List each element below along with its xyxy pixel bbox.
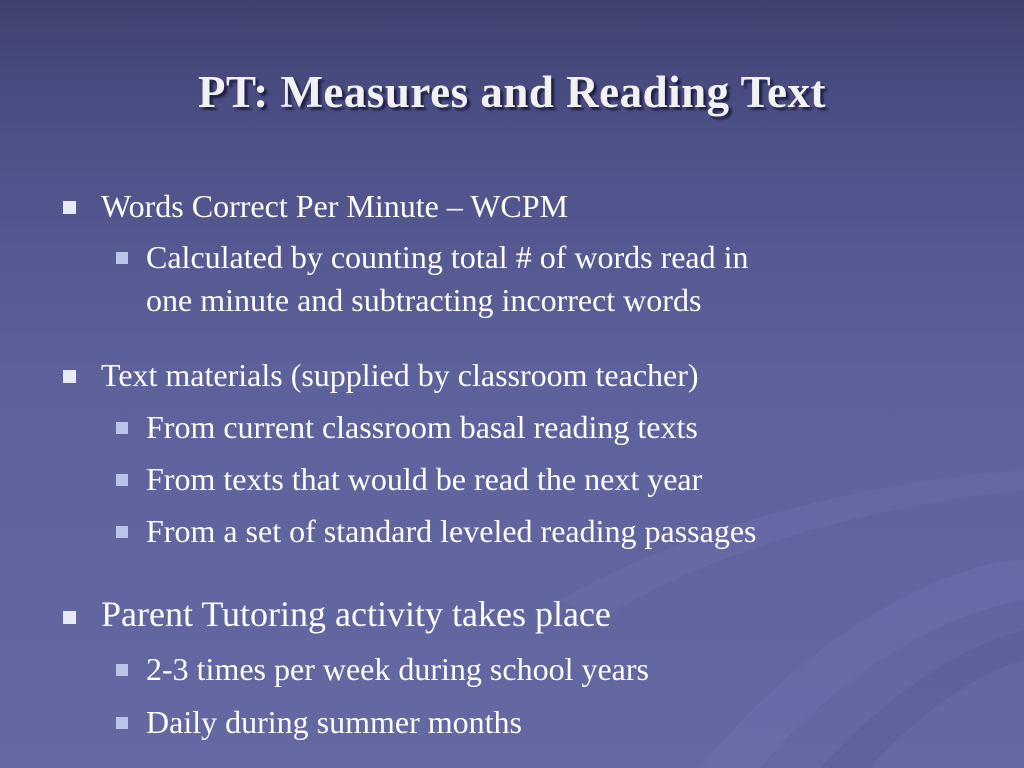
square-bullet-icon [116,474,128,486]
square-bullet-icon [63,611,76,624]
square-bullet-icon [63,201,76,214]
square-bullet-icon [116,526,128,538]
sub-bullet-text: From a set of standard leveled reading passages [146,513,757,549]
sub-bullet-text-line2: one minute and subtracting incorrect words [146,282,702,318]
sub-bullet-text: 2-3 times per week during school years [146,651,649,687]
slide-title: PT: Measures and Reading Text [198,67,826,117]
bullet-text: Words Correct Per Minute – WCPM [101,188,569,224]
square-bullet-icon [116,717,128,729]
square-bullet-icon [63,370,76,383]
square-bullet-icon [116,252,128,264]
square-bullet-icon [116,664,128,676]
sub-bullet-text: From current classroom basal reading texts [146,409,698,445]
square-bullet-icon [116,422,128,434]
sub-bullet-text: Daily during summer months [146,704,522,740]
sub-bullet-text: From texts that would be read the next year [146,461,703,497]
sub-bullet-text-line1: Calculated by counting total # of words read in [146,239,749,275]
bullet-text: Text materials (supplied by classroom teacher) [101,357,699,393]
bullet-text: Parent Tutoring activity takes place [101,594,611,634]
